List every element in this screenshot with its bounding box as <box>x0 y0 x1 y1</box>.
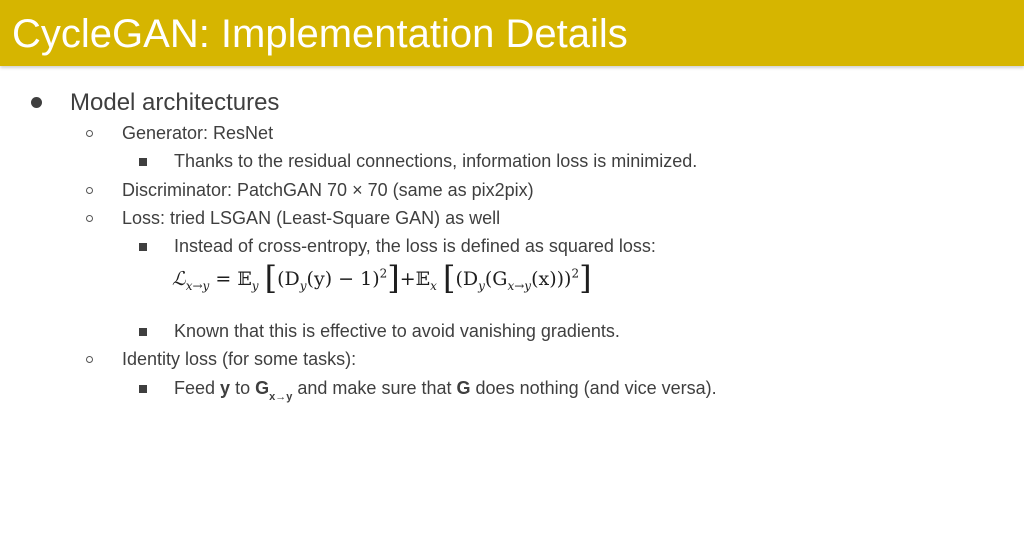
bullet-square-icon <box>139 243 147 251</box>
item-identity-feed <box>174 378 717 403</box>
identity-g-sub: x→y <box>269 391 293 403</box>
heading-model-architectures: Model architectures <box>70 89 280 116</box>
bullet-circle-icon <box>86 215 93 222</box>
formula-sq-1: 2 <box>379 266 388 281</box>
bullet-square-icon <box>139 158 147 166</box>
identity-feed-word: Feed <box>174 378 216 398</box>
formula-e-x: 𝔼 <box>415 268 431 290</box>
item-discriminator: Discriminator: PatchGAN 70 × 70 (same as pix2pix) <box>122 180 534 200</box>
bullet-square-icon <box>139 328 147 336</box>
formula-script-l: ℒ <box>172 268 186 290</box>
bullet-circle-icon <box>86 187 93 194</box>
identity-to: to <box>235 378 251 398</box>
bullet-square-icon <box>139 385 147 393</box>
item-loss: Loss: tried LSGAN (Least-Square GAN) as well <box>122 208 501 228</box>
item-identity: Identity loss (for some tasks): <box>122 349 357 369</box>
formula-close-bracket-2: ] <box>579 259 592 297</box>
formula-open-bracket-1: [ <box>264 259 278 297</box>
lsgan-loss-formula <box>172 259 592 306</box>
formula-term2: (D <box>455 268 479 290</box>
formula-plus: + <box>399 268 416 290</box>
bullet-circle-icon <box>86 130 93 137</box>
title-bar <box>0 0 1024 66</box>
slide-title: CycleGAN: Implementation Details <box>12 12 628 56</box>
formula-term1: (D <box>277 268 300 290</box>
formula-eq: = <box>215 268 232 290</box>
identity-rest1: and make sure that <box>297 378 452 398</box>
identity-y: y <box>220 378 231 398</box>
formula-lhs-sub: x→y <box>185 278 210 293</box>
item-generator: Generator: ResNet <box>122 123 274 143</box>
formula-term1-sub: y <box>299 278 307 293</box>
item-generator-note: Thanks to the residual connections, information loss is minimized. <box>174 151 698 171</box>
formula-close-bracket-1: ] <box>387 259 400 297</box>
bullet-circle-icon <box>86 356 93 363</box>
bullet-dot-icon <box>31 97 42 108</box>
item-loss-note: Instead of cross-entropy, the loss is defined as squared loss: <box>174 236 656 256</box>
formula-term2-mid: (G <box>484 268 508 290</box>
formula-sq-2: 2 <box>571 266 580 281</box>
formula-term1-rest: (y) − 1) <box>306 268 380 290</box>
identity-g2: G <box>456 378 471 398</box>
formula-open-bracket-2: [ <box>442 259 456 297</box>
formula-e-y-sub: y <box>251 278 259 293</box>
item-loss-note2: Known that this is effective to avoid vanishing gradients. <box>174 321 620 341</box>
identity-g: G <box>255 378 270 398</box>
formula-term2-g-sub: x→y <box>507 278 532 293</box>
formula-e-y: 𝔼 <box>237 268 252 290</box>
formula-e-x-sub: x <box>430 278 437 293</box>
identity-rest2: does nothing (and vice versa). <box>475 378 717 398</box>
formula-term2-sub: y <box>478 278 485 293</box>
formula-term2-rest: (x))) <box>531 268 572 290</box>
